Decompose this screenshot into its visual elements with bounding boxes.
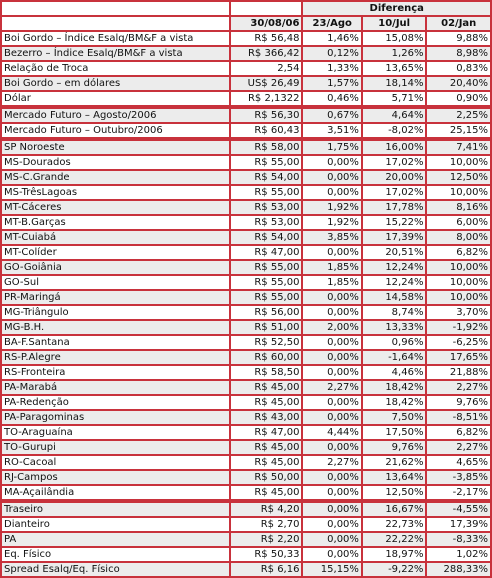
row-label: Spread Esalq/Eq. Físico — [2, 563, 229, 576]
row-diff-2: -1,64% — [363, 351, 426, 364]
row-diff-3: 12,50% — [427, 171, 490, 184]
row-label: MT-B.Garças — [2, 216, 229, 229]
row-price: R$ 55,00 — [231, 186, 302, 199]
row-price: R$ 55,00 — [231, 276, 302, 289]
table-row — [2, 518, 490, 531]
row-label: MS-TrêsLagoas — [2, 186, 229, 199]
row-diff-3: 6,82% — [427, 246, 490, 259]
row-price: R$ 45,00 — [231, 396, 302, 409]
row-diff-3: -2,17% — [427, 486, 490, 499]
row-diff-1: 0,67% — [303, 109, 360, 122]
row-diff-2: 20,00% — [363, 171, 426, 184]
row-diff-3: 3,70% — [427, 306, 490, 319]
table-row — [2, 548, 490, 561]
header-group-diferenca: Diferença — [303, 2, 490, 15]
row-label: MT-Cáceres — [2, 201, 229, 214]
row-diff-1: 0,00% — [303, 533, 360, 546]
row-diff-2: 13,65% — [363, 62, 426, 75]
row-label: PR-Maringá — [2, 291, 229, 304]
row-price: R$ 56,00 — [231, 306, 302, 319]
row-diff-2: 9,76% — [363, 441, 426, 454]
header-blank-cell — [231, 2, 302, 15]
row-diff-2: 14,58% — [363, 291, 426, 304]
row-diff-1: 0,00% — [303, 351, 360, 364]
row-diff-1: 0,00% — [303, 291, 360, 304]
row-label: Bezerro – Índice Esalq/BM&F a vista — [2, 47, 229, 60]
row-label: Mercado Futuro – Agosto/2006 — [2, 109, 229, 122]
row-diff-2: 7,50% — [363, 411, 426, 424]
row-diff-2: 16,00% — [363, 141, 426, 154]
row-diff-3: 6,00% — [427, 216, 490, 229]
row-diff-2: 18,97% — [363, 548, 426, 561]
row-diff-1: 1,92% — [303, 201, 360, 214]
table-row — [2, 321, 490, 334]
row-diff-2: 21,62% — [363, 456, 426, 469]
table-row — [2, 171, 490, 184]
row-diff-2: 22,73% — [363, 518, 426, 531]
row-diff-2: 16,67% — [363, 503, 426, 516]
row-label: Mercado Futuro – Outubro/2006 — [2, 124, 229, 137]
row-diff-3: 10,00% — [427, 186, 490, 199]
row-diff-2: 17,39% — [363, 231, 426, 244]
row-diff-2: 4,64% — [363, 109, 426, 122]
row-diff-1: 2,27% — [303, 456, 360, 469]
row-diff-3: 8,98% — [427, 47, 490, 60]
row-label: MG-Triângulo — [2, 306, 229, 319]
row-price: R$ 4,20 — [231, 503, 302, 516]
row-diff-1: 15,15% — [303, 563, 360, 576]
row-diff-3: 8,16% — [427, 201, 490, 214]
row-price: R$ 55,00 — [231, 291, 302, 304]
row-price: R$ 366,42 — [231, 47, 302, 60]
row-diff-3: -8,33% — [427, 533, 490, 546]
row-diff-1: 0,00% — [303, 366, 360, 379]
table-row — [2, 351, 490, 364]
row-diff-1: 0,00% — [303, 336, 360, 349]
row-diff-1: 1,46% — [303, 32, 360, 45]
row-price: US$ 26,49 — [231, 77, 302, 90]
row-diff-2: 22,22% — [363, 533, 426, 546]
row-diff-3: 8,00% — [427, 231, 490, 244]
row-diff-2: 18,42% — [363, 381, 426, 394]
row-diff-1: 3,85% — [303, 231, 360, 244]
row-diff-1: 0,12% — [303, 47, 360, 60]
table-row — [2, 441, 490, 454]
table-row — [2, 141, 490, 154]
row-diff-1: 3,51% — [303, 124, 360, 137]
row-diff-1: 0,00% — [303, 411, 360, 424]
row-diff-1: 0,00% — [303, 156, 360, 169]
row-diff-2: 17,78% — [363, 201, 426, 214]
table-row — [2, 503, 490, 516]
header-blank-cell — [2, 17, 229, 30]
row-label: PA-Redenção — [2, 396, 229, 409]
row-diff-2: 18,42% — [363, 396, 426, 409]
row-label: MT-Cuiabá — [2, 231, 229, 244]
row-diff-1: 0,00% — [303, 441, 360, 454]
row-label: PA-Marabá — [2, 381, 229, 394]
row-diff-3: 288,33% — [427, 563, 490, 576]
table-row — [2, 381, 490, 394]
row-label: RO-Cacoal — [2, 456, 229, 469]
row-label: GO-Goiânia — [2, 261, 229, 274]
row-price: R$ 54,00 — [231, 171, 302, 184]
row-diff-3: 20,40% — [427, 77, 490, 90]
row-diff-1: 2,00% — [303, 321, 360, 334]
table-row — [2, 186, 490, 199]
table-row — [2, 336, 490, 349]
row-label: Eq. Físico — [2, 548, 229, 561]
row-diff-1: 1,85% — [303, 261, 360, 274]
row-diff-1: 0,00% — [303, 471, 360, 484]
row-diff-3: 0,90% — [427, 92, 490, 105]
row-diff-1: 4,44% — [303, 426, 360, 439]
row-diff-2: 12,50% — [363, 486, 426, 499]
row-price: R$ 47,00 — [231, 246, 302, 259]
row-price: R$ 45,00 — [231, 456, 302, 469]
row-diff-1: 0,00% — [303, 486, 360, 499]
row-diff-2: 15,08% — [363, 32, 426, 45]
row-price: R$ 56,48 — [231, 32, 302, 45]
row-price: R$ 58,00 — [231, 141, 302, 154]
row-diff-2: 13,33% — [363, 321, 426, 334]
row-diff-1: 0,00% — [303, 246, 360, 259]
row-price: R$ 53,00 — [231, 201, 302, 214]
price-table-body — [2, 2, 490, 576]
row-diff-3: 4,65% — [427, 456, 490, 469]
row-diff-3: 9,88% — [427, 32, 490, 45]
row-label: RS-P.Alegre — [2, 351, 229, 364]
header-col-1: 23/Ago — [303, 17, 360, 30]
row-diff-1: 0,00% — [303, 171, 360, 184]
header-col-2: 10/Jul — [363, 17, 426, 30]
table-row — [2, 156, 490, 169]
table-row — [2, 246, 490, 259]
row-label: Boi Gordo – em dólares — [2, 77, 229, 90]
table-row — [2, 396, 490, 409]
row-price: R$ 6,16 — [231, 563, 302, 576]
row-diff-2: -9,22% — [363, 563, 426, 576]
row-label: MA-Açailândia — [2, 486, 229, 499]
row-diff-1: 1,85% — [303, 276, 360, 289]
row-label: PA — [2, 533, 229, 546]
row-diff-2: 12,24% — [363, 276, 426, 289]
row-label: MS-C.Grande — [2, 171, 229, 184]
row-price: R$ 58,50 — [231, 366, 302, 379]
row-label: MG-B.H. — [2, 321, 229, 334]
row-label: Dianteiro — [2, 518, 229, 531]
table-row — [2, 261, 490, 274]
table-row — [2, 32, 490, 45]
row-price: R$ 55,00 — [231, 261, 302, 274]
table-row — [2, 201, 490, 214]
row-label: GO-Sul — [2, 276, 229, 289]
row-diff-1: 0,00% — [303, 396, 360, 409]
row-diff-3: 2,27% — [427, 441, 490, 454]
row-diff-3: 17,39% — [427, 518, 490, 531]
row-price: R$ 56,30 — [231, 109, 302, 122]
row-price: R$ 45,00 — [231, 381, 302, 394]
row-diff-3: -4,55% — [427, 503, 490, 516]
header-group-row — [2, 2, 490, 15]
row-diff-3: 2,25% — [427, 109, 490, 122]
row-price: R$ 60,00 — [231, 351, 302, 364]
table-row — [2, 216, 490, 229]
row-diff-2: 5,71% — [363, 92, 426, 105]
row-label: Traseiro — [2, 503, 229, 516]
row-label: MT-Colíder — [2, 246, 229, 259]
row-diff-3: -3,85% — [427, 471, 490, 484]
table-row — [2, 62, 490, 75]
table-row — [2, 231, 490, 244]
table-row — [2, 426, 490, 439]
row-diff-2: -8,02% — [363, 124, 426, 137]
row-diff-3: 0,83% — [427, 62, 490, 75]
row-diff-3: 2,27% — [427, 381, 490, 394]
row-diff-1: 0,46% — [303, 92, 360, 105]
row-price: R$ 60,43 — [231, 124, 302, 137]
row-diff-1: 0,00% — [303, 548, 360, 561]
row-diff-2: 15,22% — [363, 216, 426, 229]
row-label: Relação de Troca — [2, 62, 229, 75]
row-price: R$ 43,00 — [231, 411, 302, 424]
table-row — [2, 366, 490, 379]
table-row — [2, 77, 490, 90]
row-diff-3: -6,25% — [427, 336, 490, 349]
row-label: SP Noroeste — [2, 141, 229, 154]
table-row — [2, 486, 490, 499]
row-diff-3: 10,00% — [427, 261, 490, 274]
row-diff-2: 13,64% — [363, 471, 426, 484]
row-diff-1: 0,00% — [303, 518, 360, 531]
row-diff-2: 12,24% — [363, 261, 426, 274]
row-price: R$ 45,00 — [231, 486, 302, 499]
row-price: R$ 50,33 — [231, 548, 302, 561]
row-diff-3: 25,15% — [427, 124, 490, 137]
row-label: TO-Gurupi — [2, 441, 229, 454]
table-row — [2, 411, 490, 424]
row-diff-1: 0,00% — [303, 186, 360, 199]
row-label: Boi Gordo – Índice Esalq/BM&F a vista — [2, 32, 229, 45]
row-label: TO-Araguaína — [2, 426, 229, 439]
row-label: MS-Dourados — [2, 156, 229, 169]
row-label: PA-Paragominas — [2, 411, 229, 424]
row-price: R$ 2,70 — [231, 518, 302, 531]
row-diff-3: 21,88% — [427, 366, 490, 379]
row-diff-3: 17,65% — [427, 351, 490, 364]
row-diff-2: 1,26% — [363, 47, 426, 60]
row-price: R$ 51,00 — [231, 321, 302, 334]
row-price: R$ 55,00 — [231, 156, 302, 169]
row-diff-3: 1,02% — [427, 548, 490, 561]
row-diff-1: 0,00% — [303, 503, 360, 516]
row-diff-3: 10,00% — [427, 291, 490, 304]
row-diff-2: 18,14% — [363, 77, 426, 90]
row-diff-1: 1,57% — [303, 77, 360, 90]
row-diff-3: -8,51% — [427, 411, 490, 424]
row-label: RJ-Campos — [2, 471, 229, 484]
header-blank-cell — [2, 2, 229, 15]
table-row — [2, 456, 490, 469]
row-label: BA-F.Santana — [2, 336, 229, 349]
row-diff-2: 8,74% — [363, 306, 426, 319]
row-price: R$ 2,20 — [231, 533, 302, 546]
row-diff-3: 10,00% — [427, 156, 490, 169]
row-price: R$ 50,00 — [231, 471, 302, 484]
row-diff-3: 7,41% — [427, 141, 490, 154]
row-diff-3: 9,76% — [427, 396, 490, 409]
table-row — [2, 291, 490, 304]
row-price: R$ 45,00 — [231, 441, 302, 454]
row-diff-2: 17,02% — [363, 156, 426, 169]
row-price: R$ 2,1322 — [231, 92, 302, 105]
row-diff-2: 0,96% — [363, 336, 426, 349]
row-label: Dólar — [2, 92, 229, 105]
row-diff-2: 17,02% — [363, 186, 426, 199]
table-row — [2, 563, 490, 576]
row-price: R$ 54,00 — [231, 231, 302, 244]
row-diff-3: -1,92% — [427, 321, 490, 334]
row-price: R$ 52,50 — [231, 336, 302, 349]
row-diff-2: 20,51% — [363, 246, 426, 259]
row-diff-1: 1,92% — [303, 216, 360, 229]
header-date: 30/08/06 — [231, 17, 302, 30]
table-row — [2, 92, 490, 105]
table-row — [2, 306, 490, 319]
row-diff-2: 17,50% — [363, 426, 426, 439]
row-price: R$ 53,00 — [231, 216, 302, 229]
row-label: RS-Fronteira — [2, 366, 229, 379]
row-diff-3: 10,00% — [427, 276, 490, 289]
table-row — [2, 124, 490, 137]
row-diff-2: 4,46% — [363, 366, 426, 379]
table-row — [2, 471, 490, 484]
row-diff-3: 6,82% — [427, 426, 490, 439]
table-row — [2, 109, 490, 122]
header-columns-row — [2, 17, 490, 30]
row-diff-1: 1,33% — [303, 62, 360, 75]
row-price: 2,54 — [231, 62, 302, 75]
row-diff-1: 2,27% — [303, 381, 360, 394]
table-row — [2, 47, 490, 60]
row-diff-1: 0,00% — [303, 306, 360, 319]
row-price: R$ 47,00 — [231, 426, 302, 439]
header-col-3: 02/Jan — [427, 17, 490, 30]
table-row — [2, 276, 490, 289]
row-diff-1: 1,75% — [303, 141, 360, 154]
